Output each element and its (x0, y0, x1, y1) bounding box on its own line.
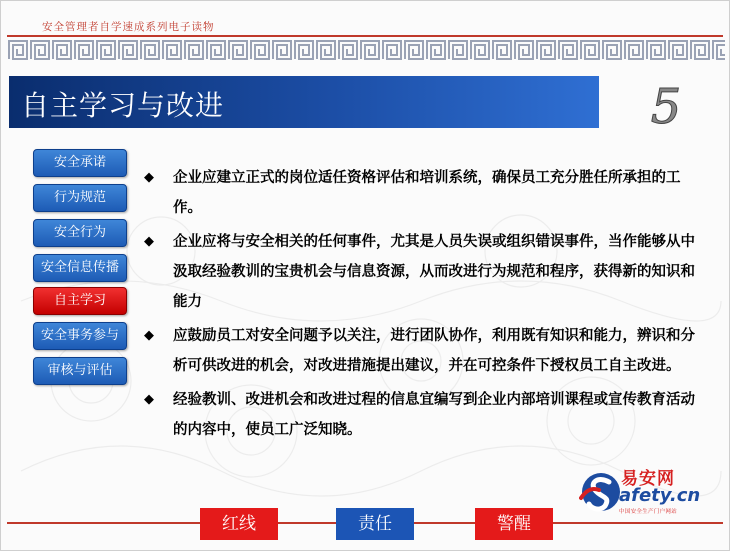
nav-button-safety-participation[interactable]: 安全事务参与 (33, 322, 127, 350)
nav-button-safety-information[interactable]: 安全信息传播 (33, 254, 127, 282)
footer-badge-alert: 警醒 (475, 508, 553, 540)
diamond-bullet-icon: ◆ (144, 392, 154, 407)
logo-chinese-name: 易安网 (621, 469, 675, 489)
point-text: 企业应将与安全相关的任何事件，尤其是人员失误或组织错误事件，当作能够从中汲取经验教训的宝贵机会与信息资源，从而改进行为规范和程序，获得新的知识和能力 (173, 234, 695, 310)
chapter-number: 5 (650, 79, 682, 135)
diamond-bullet-icon: ◆ (144, 234, 154, 249)
list-item (144, 321, 699, 381)
logo-domain: afety.cn (619, 485, 701, 506)
logo-s-icon (579, 468, 621, 514)
nav-button-safety-behavior[interactable]: 安全行为 (33, 219, 127, 247)
diamond-bullet-icon: ◆ (144, 170, 154, 185)
point-text: 经验教训、改进机会和改进过程的信息宜编写到企业内部培训课程或宣传教育活动的内容中，使员工广泛知晓。 (173, 392, 695, 438)
point-text: 应鼓励员工对安全问题予以关注，进行团队协作，利用既有知识和能力，辨识和分析可供改进的机会，对改进措施提出建议，并在可控条件下授权员工自主改进。 (173, 328, 695, 374)
series-title: 安全管理者自学速成系列电子读物 (42, 21, 215, 33)
footer-badge-responsibility: 责任 (336, 508, 414, 540)
header-divider (7, 35, 723, 37)
fret-border-pattern (7, 39, 725, 61)
site-logo (579, 464, 713, 520)
list-item (144, 163, 699, 223)
nav-button-safety-commitment[interactable]: 安全承诺 (33, 149, 127, 177)
list-item (144, 385, 699, 445)
chapter-number-badge (641, 79, 691, 139)
nav-button-self-learning[interactable]: 自主学习 (33, 287, 127, 315)
logo-tagline: 中国安全生产门户网站 (619, 509, 678, 515)
nav-button-audit-evaluation[interactable]: 审核与评估 (33, 357, 127, 385)
diamond-bullet-icon: ◆ (144, 328, 154, 343)
content-list (144, 163, 699, 449)
nav-button-code-of-conduct[interactable]: 行为规范 (33, 184, 127, 212)
point-text: 企业应建立正式的岗位适任资格评估和培训系统，确保员工充分胜任所承担的工作。 (173, 170, 681, 216)
list-item (144, 227, 699, 317)
page-title: 自主学习与改进 (21, 89, 225, 122)
footer-badge-red-line: 红线 (200, 508, 278, 540)
title-bar (9, 76, 599, 128)
